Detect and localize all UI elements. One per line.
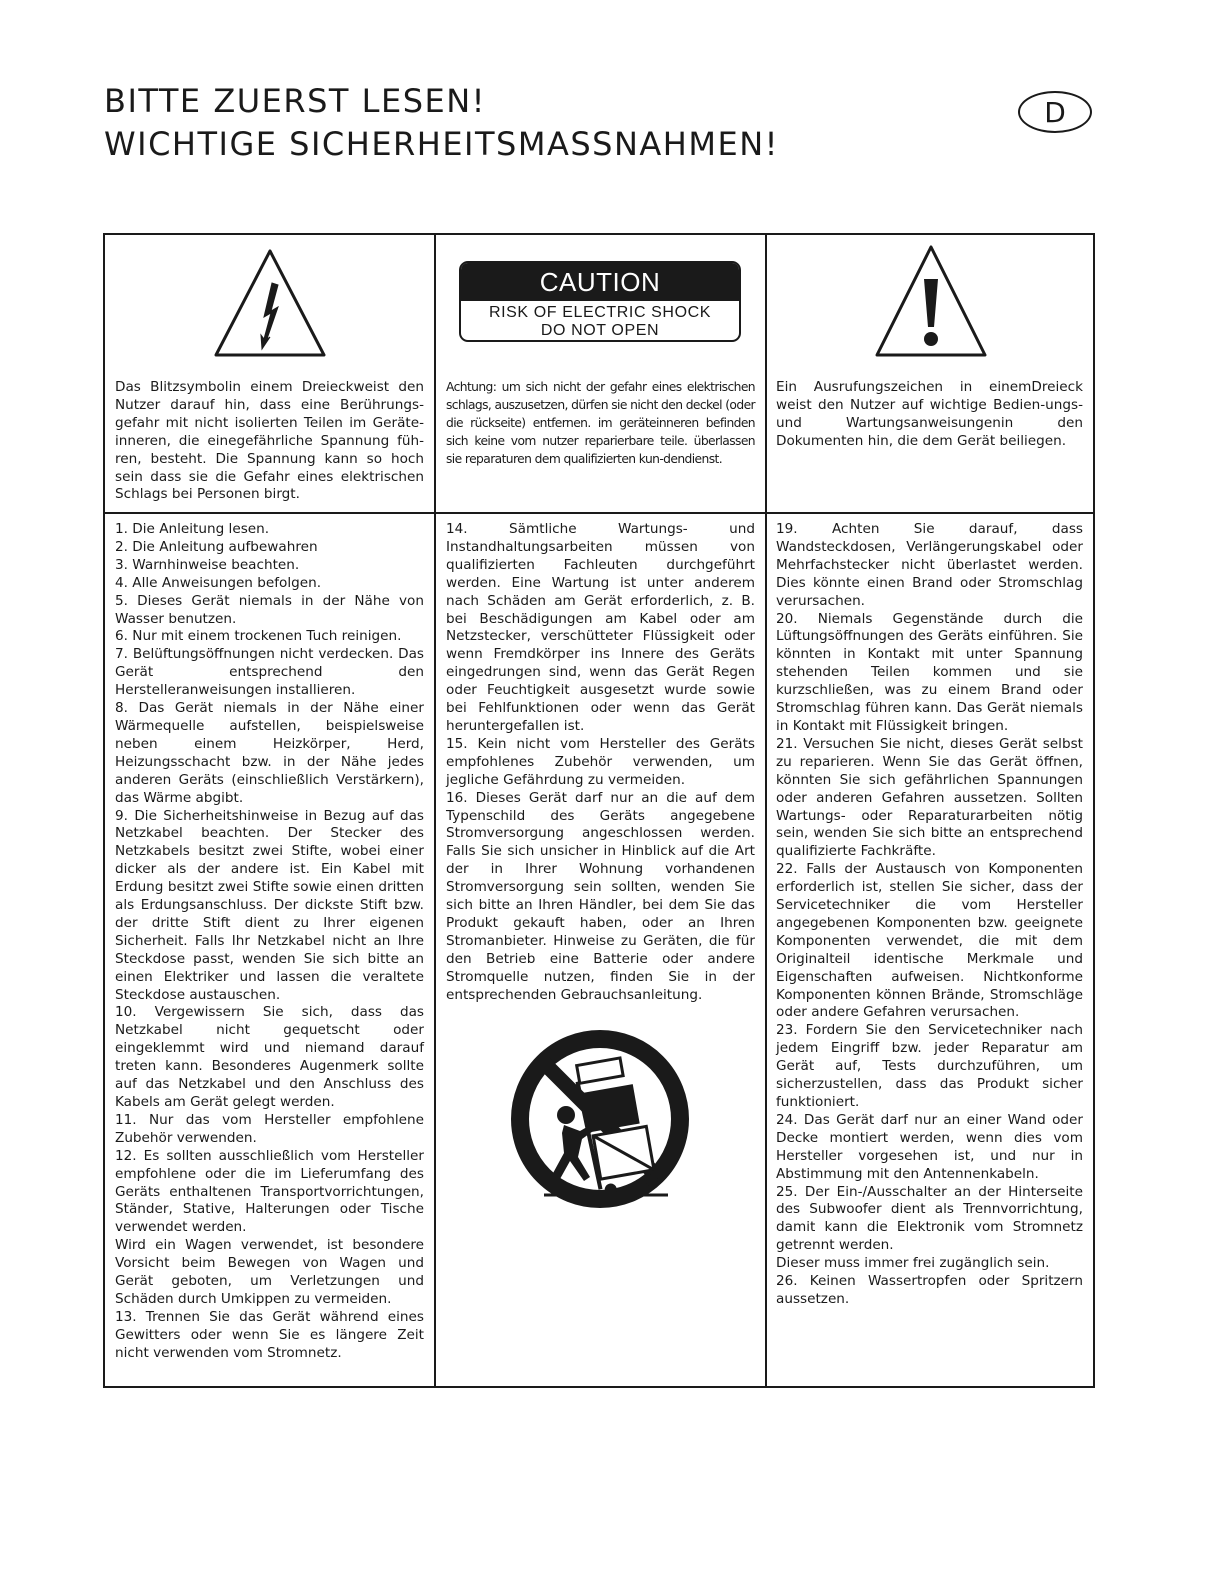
page-title: [104, 80, 779, 166]
list-item: 16. Dieses Gerät darf nur an die auf dem Typenschild des Geräts angegebene Stromversorgung angeschlossen werden. Falls Sie sich unsicher in Hinblick auf die Art der in Ihrer Wohnung vorhandenen Stromversorgung sein sollten, wenden Sie sich bitte an Ihren Händler, bei dem Sie das Produkt gekauft haben, oder an Ihren Stromanbieter. Hinweise zu Geräten, die für den Betrieb eine Batterie oder andere Stromquelle nutzen, finden Sie in der entsprechenden Gebrauchsanleitung.: [446, 789, 755, 1003]
list-item: 20. Niemals Gegenstände durch die Lüftungsöffnungen des Geräts einführen. Sie könnten in Kontakt mit unter Spannung stehenden Teilen kommen und sie kurzschließen, was zu einem Brand oder Stromschlag führen kann. Das Gerät niemals in Kontakt mit Flüssigkeit bringen.: [776, 610, 1083, 734]
cart-tip-over-icon: [508, 1027, 692, 1211]
list-item: 14. Sämtliche Wartungs- und Instandhaltungsarbeiten müssen von qualifizierten Fachleuten durchgeführt werden. Eine Wartung ist unter anderem nach Schäden am Gerät erforderlich, z. B. bei Beschädigungen am Kabel oder am Netzstecker, verschütteter Flüssigkeit oder wenn Fremdkörper ins Innere des Geräts eingedrungen sind, wenn das Gerät Regen oder Feuchtigkeit ausgesetzt wurde sowie bei Fehlfunktionen oder wenn das Gerät heruntergefallen ist.: [446, 521, 755, 734]
list-item: 9. Die Sicherheitshinweise in Bezug auf das Netzkabel beachten. Der Stecker des Netzkabels besitzt zwei Stifte, wobei einer dicker als der andere ist. Ein Kabel mit Erdung besitzt zwei Stifte sowie einen dritten als Erdungsanschluss. Der dickste Stift bzw. der dritte Stift dient zu Ihrer eigenen Sicherheit. Falls Ihr Netzkabel nicht an Ihre Steckdose passt, wenden Sie sich bitte an einen Elektriker und lassen die veraltete Steckdose austauschen.: [115, 807, 424, 1003]
caution-label: [459, 261, 741, 342]
list-item: Dieser muss immer frei zugänglich sein.: [776, 1255, 1050, 1272]
instructions-column-2: [446, 521, 755, 1004]
caution-title: CAUTION: [461, 263, 739, 301]
column-divider-2: [765, 235, 767, 1386]
caution-text: Achtung: um sich nicht der gefahr eines elektrischen schlags, auszusetzen, dürfen sie nicht den deckel (oder die rückseite) entfernen. im geräteinneren befinden sich keine vom nutzer reparierbare teile. überlassen sie reparaturen dem qualifizierten kun-dendienst.: [446, 380, 755, 466]
lightning-symbol-text: Das Blitzsymbolin einem Dreieckweist den Nutzer darauf hin, dass eine Berührungs-gefahr mit nicht isolierten Teilen im Geräte-inneren, die einegefährliche Spannung füh-ren, besteht. Die Spannung kann so hoch sein dass sie die Gefahr eines elektrischen Schlags bei Personen birgt.: [115, 379, 424, 503]
list-item: 15. Kein nicht vom Hersteller des Geräts empfohlenes Zubehör verwenden, um jegliche Gefährdung zu vermeiden.: [446, 735, 755, 788]
caution-line-2: DO NOT OPEN: [540, 322, 660, 339]
list-item: 26. Keinen Wassertropfen oder Spritzern aussetzen.: [776, 1273, 1083, 1307]
list-item: 13. Trennen Sie das Gerät während eines Gewitters oder wenn Sie es längere Zeit nicht verwenden vom Stromnetz.: [115, 1308, 424, 1361]
list-item: 23. Fordern Sie den Servicetechniker nach jedem Eingriff bzw. jeder Reparatur am Gerät auf, Tests durchzuführen, um sicherzustellen, dass das Produkt sicher funktioniert.: [776, 1022, 1083, 1110]
list-item: 25. Der Ein-/Ausschalter an der Hinterseite des Subwoofer dient als Trennvorrichtung, damit kann die Elektronik vom Stromnetz getrennt werden.: [776, 1183, 1083, 1254]
title-line-1: BITTE ZUERST LESEN!: [104, 82, 486, 120]
language-badge: D: [1018, 91, 1092, 133]
exclamation-symbol-text: Ein Ausrufungszeichen in einemDreieck weist den Nutzer auf wichtige Bedien-ungs- und Wartungsanweisungenin den Dokumenten hin, die dem Gerät beiliegen.: [776, 379, 1083, 449]
list-item: 12. Es sollten ausschließlich vom Hersteller empfohlene oder die im Lieferumfang des Geräts enthaltenen Transportvorrichtungen, Ständer, Stative, Halterungen oder Tische verwendet werden.: [115, 1147, 424, 1236]
list-item: 11. Nur das vom Hersteller empfohlene Zubehör verwenden.: [115, 1111, 424, 1146]
list-item: 1. Die Anleitung lesen.: [115, 521, 270, 537]
instructions-column-1: [115, 521, 424, 1363]
title-line-2: WICHTIGE SICHERHEITSMASSNAHMEN!: [104, 125, 779, 163]
list-item: 22. Falls der Austausch von Komponenten erforderlich ist, stellen Sie sicher, dass der Servicetechniker die vom Hersteller angegebenen Komponenten bzw. geeignete Komponenten verwendet, die mit dem Originalteil identische Merkmale und Eigenschaften aufweisen. Nichtkonforme Komponenten können Brände, Stromschläge oder andere Gefahren verursachen.: [776, 861, 1083, 1021]
list-item: 10. Vergewissern Sie sich, dass das Netzkabel nicht gequetscht oder eingeklemmt wird und niemand darauf treten kann. Besonderes Augenmerk sollte auf das Netzkabel und den Anschluss des Kabels am Gerät gelegt werden.: [115, 1004, 424, 1110]
exclamation-triangle-icon: [873, 243, 989, 359]
lightning-triangle-icon: [212, 247, 328, 359]
list-item: 6. Nur mit einem trockenen Tuch reinigen.: [115, 628, 402, 645]
instructions-column-3: [776, 521, 1083, 1309]
list-item: 5. Dieses Gerät niemals in der Nähe von Wasser benutzen.: [115, 592, 424, 627]
column-divider-1: [434, 235, 436, 1386]
list-item: 7. Belüftungsöffnungen nicht verdecken. Das Gerät entsprechend den Herstelleranweisungen installieren.: [115, 646, 424, 699]
list-item: 19. Achten Sie darauf, dass Wandsteckdosen, Verlängerungskabel oder Mehrfachstecker nicht überlastet werden. Dies könnte einen Brand oder Stromschlag verursachen.: [776, 521, 1083, 609]
row-divider: [105, 512, 1093, 514]
list-item: 4. Alle Anweisungen befolgen.: [115, 574, 322, 591]
list-item: 21. Versuchen Sie nicht, dieses Gerät selbst zu reparieren. Wenn Sie das Gerät öffnen, könnten Sie sich gefährlichen Spannungen oder anderen Gefahren aussetzen. Sollten Wartungs- oder Reparaturarbeiten nötig sein, wenden Sie sich bitte an entsprechend qualifizierte Fachkräfte.: [776, 735, 1083, 860]
list-item: 8. Das Gerät niemals in der Nähe einer Wärmequelle aufstellen, beispielsweise neben einem Heizkörper, Herd, Heizungsschacht bzw. in der Nähe jedes anderen Geräts (einschließlich Verstärkern), das Wärme abgibt.: [115, 700, 424, 806]
list-item: 2. Die Anleitung aufbewahren: [115, 538, 318, 555]
list-item: Wird ein Wagen verwendet, ist besondere Vorsicht beim Bewegen von Wagen und Gerät geboten, um Verletzungen und Schäden durch Umkippen zu vermeiden.: [115, 1237, 424, 1307]
list-item: 3. Warnhinweise beachten.: [115, 556, 300, 573]
caution-line-1: RISK OF ELECTRIC SHOCK: [488, 304, 712, 321]
list-item: 24. Das Gerät darf nur an einer Wand oder Decke montiert werden, wenn dies vom Hersteller vorgesehen ist, und nur in Abstimmung mit den Antennenkabeln.: [776, 1111, 1083, 1182]
